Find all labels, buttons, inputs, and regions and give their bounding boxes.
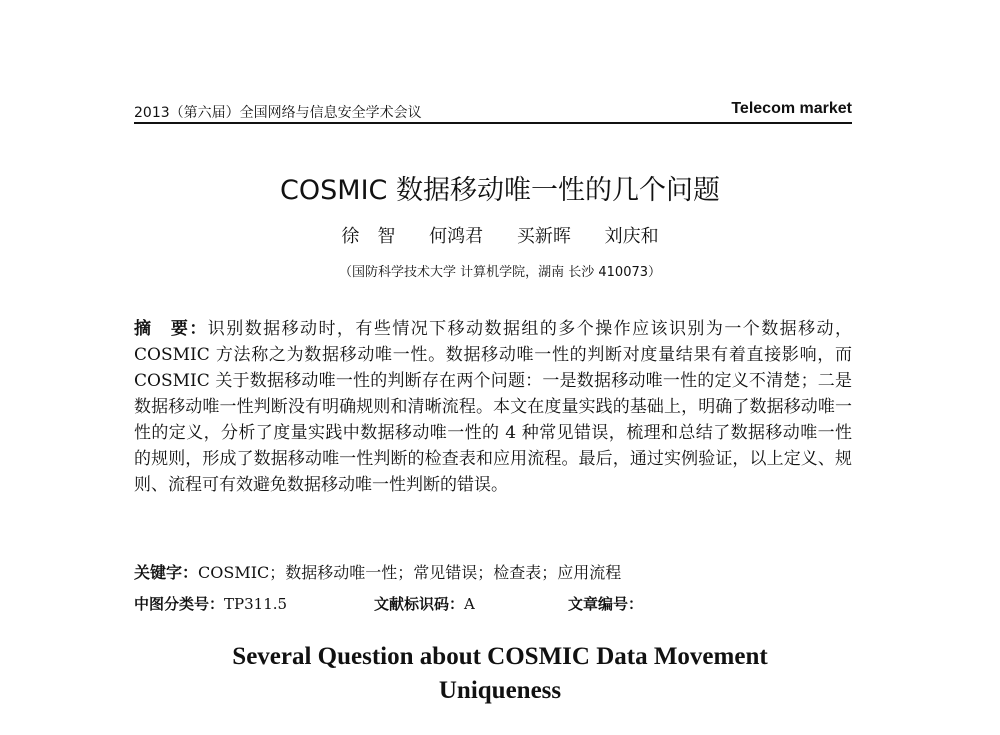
clc-number bbox=[134, 593, 287, 614]
abstract-label: 摘 要： bbox=[134, 319, 208, 339]
article-label: 文章编号： bbox=[568, 595, 644, 613]
keywords-label: 关键字： bbox=[134, 563, 199, 582]
abstract-text: 识别数据移动时，有些情况下移动数据组的多个操作应该识别为一个数据移动，COSMIC 方法称之为数据移动唯一性。数据移动唯一性的判断对度量结果有着直接影响，而 COSMIC 关于数据移动唯一性的判断存在两个问题：一是数据移动唯一性的定义不清楚；二是数据移动唯一性判断没有明确规则和清晰流程。本文在度量实践的基础上，明确了数据移动唯一性的定义，分析了度量实践中数据移动唯一性的 4 种常见错误，梳理和总结了数据移动唯一性的规则，形成了数据移动唯一性判断的检查表和应用流程。最后，通过实例验证，以上定义、规则、流程可有效避免数据移动唯一性判断的错误。 bbox=[134, 319, 853, 495]
author: 徐 智 bbox=[341, 226, 396, 247]
journal-name: Telecom market bbox=[731, 100, 852, 117]
author: 何鸿君 bbox=[429, 226, 484, 247]
article-number bbox=[568, 593, 643, 614]
author: 刘庆和 bbox=[604, 226, 659, 247]
running-header bbox=[134, 100, 852, 122]
english-title-line2: Uniqueness bbox=[438, 677, 562, 704]
conference-name: 2013（第六届）全国网络与信息安全学术会议 bbox=[134, 105, 422, 121]
clc-value: TP311.5 bbox=[224, 595, 288, 613]
author-list bbox=[0, 222, 1000, 248]
english-title-line1: Several Question about COSMIC Data Movement bbox=[232, 643, 768, 670]
clc-label: 中图分类号： bbox=[134, 595, 225, 613]
english-title bbox=[0, 640, 1000, 708]
keywords bbox=[134, 560, 852, 583]
author: 买新晖 bbox=[516, 226, 571, 247]
doc-value: A bbox=[464, 595, 475, 613]
keywords-text: COSMIC；数据移动唯一性；常见错误；检查表；应用流程 bbox=[198, 563, 622, 582]
header-rule bbox=[134, 122, 852, 124]
abstract bbox=[134, 316, 852, 498]
affiliation: （国防科学技术大学 计算机学院，湖南 长沙 410073） bbox=[338, 265, 662, 280]
paper-title: COSMIC 数据移动唯一性的几个问题 bbox=[280, 175, 720, 206]
document-code bbox=[374, 593, 475, 614]
doc-label: 文献标识码： bbox=[374, 595, 465, 613]
